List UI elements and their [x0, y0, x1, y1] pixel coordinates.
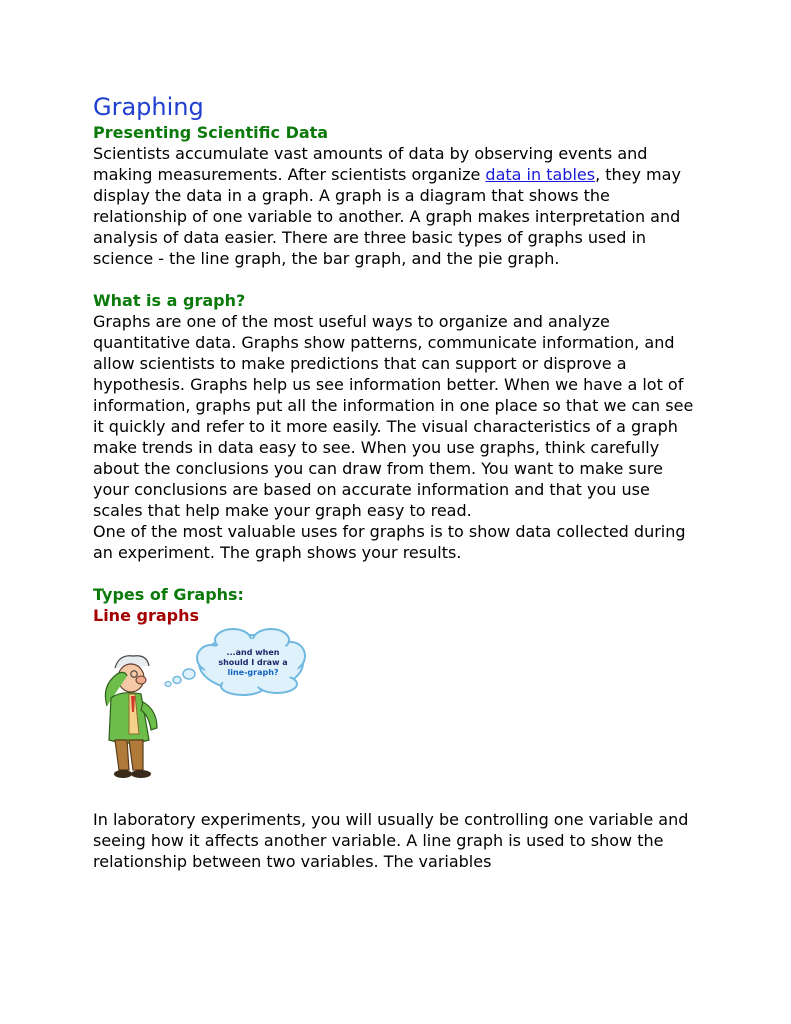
section-subtitle: Presenting Scientific Data	[93, 123, 329, 142]
bubble-line-1: ...and when	[226, 648, 280, 657]
line-graphs-paragraph: In laboratory experiments, you will usually be controlling one variable and seeing how it affects another variable. A line graph is used to show the relationship between two variables. The variables	[93, 810, 689, 871]
page-title: Graphing	[93, 93, 204, 121]
types-of-graphs-heading: Types of Graphs:	[93, 585, 244, 604]
what-is-graph-heading: What is a graph?	[93, 291, 246, 310]
spacer	[93, 563, 713, 584]
spacer	[93, 788, 713, 809]
line-graphs-heading: Line graphs	[93, 606, 199, 625]
bubble-line-2: should I draw a	[218, 658, 288, 667]
intro-paragraph	[93, 143, 701, 269]
experiment-paragraph: One of the most valuable uses for graphs is to show data collected during an experiment. The graph shows your results.	[93, 522, 686, 562]
thinking-scientist-illustration	[93, 628, 313, 788]
spacer	[93, 269, 713, 290]
intro-text-before-link: Scientists accumulate vast amounts of data by observing events and making measurements. After scientists organize	[93, 144, 648, 184]
document-page	[93, 92, 713, 872]
data-in-tables-link[interactable]: data in tables	[485, 165, 596, 184]
what-is-graph-paragraph: Graphs are one of the most useful ways to organize and analyze quantitative data. Graphs show patterns, communicate information, and allow scientists to make predictions that can support or disprove a hypothesis. Graphs help us see information better. When we have a lot of information, graphs put all the information in one place so that we can see it quickly and refer to it more easily. The visual characteristics of a graph make trends in data easy to see. When you use graphs, think carefully about the conclusions you can draw from them. You want to make sure your conclusions are based on accurate information and that you use scales that help make your graph easy to read.	[93, 312, 694, 520]
bubble-line-3: line-graph?	[227, 668, 279, 677]
scientist-figure-icon	[105, 656, 157, 778]
intro-text-after-link: , they may display the data in a graph. A graph is a diagram that shows the relationship of one variable to another. A graph makes interpretation and analysis of data easier. There are three basic types of graphs used in science - the line graph, the bar graph, and the pie graph.	[93, 165, 681, 268]
thought-bubble-text	[207, 648, 299, 678]
